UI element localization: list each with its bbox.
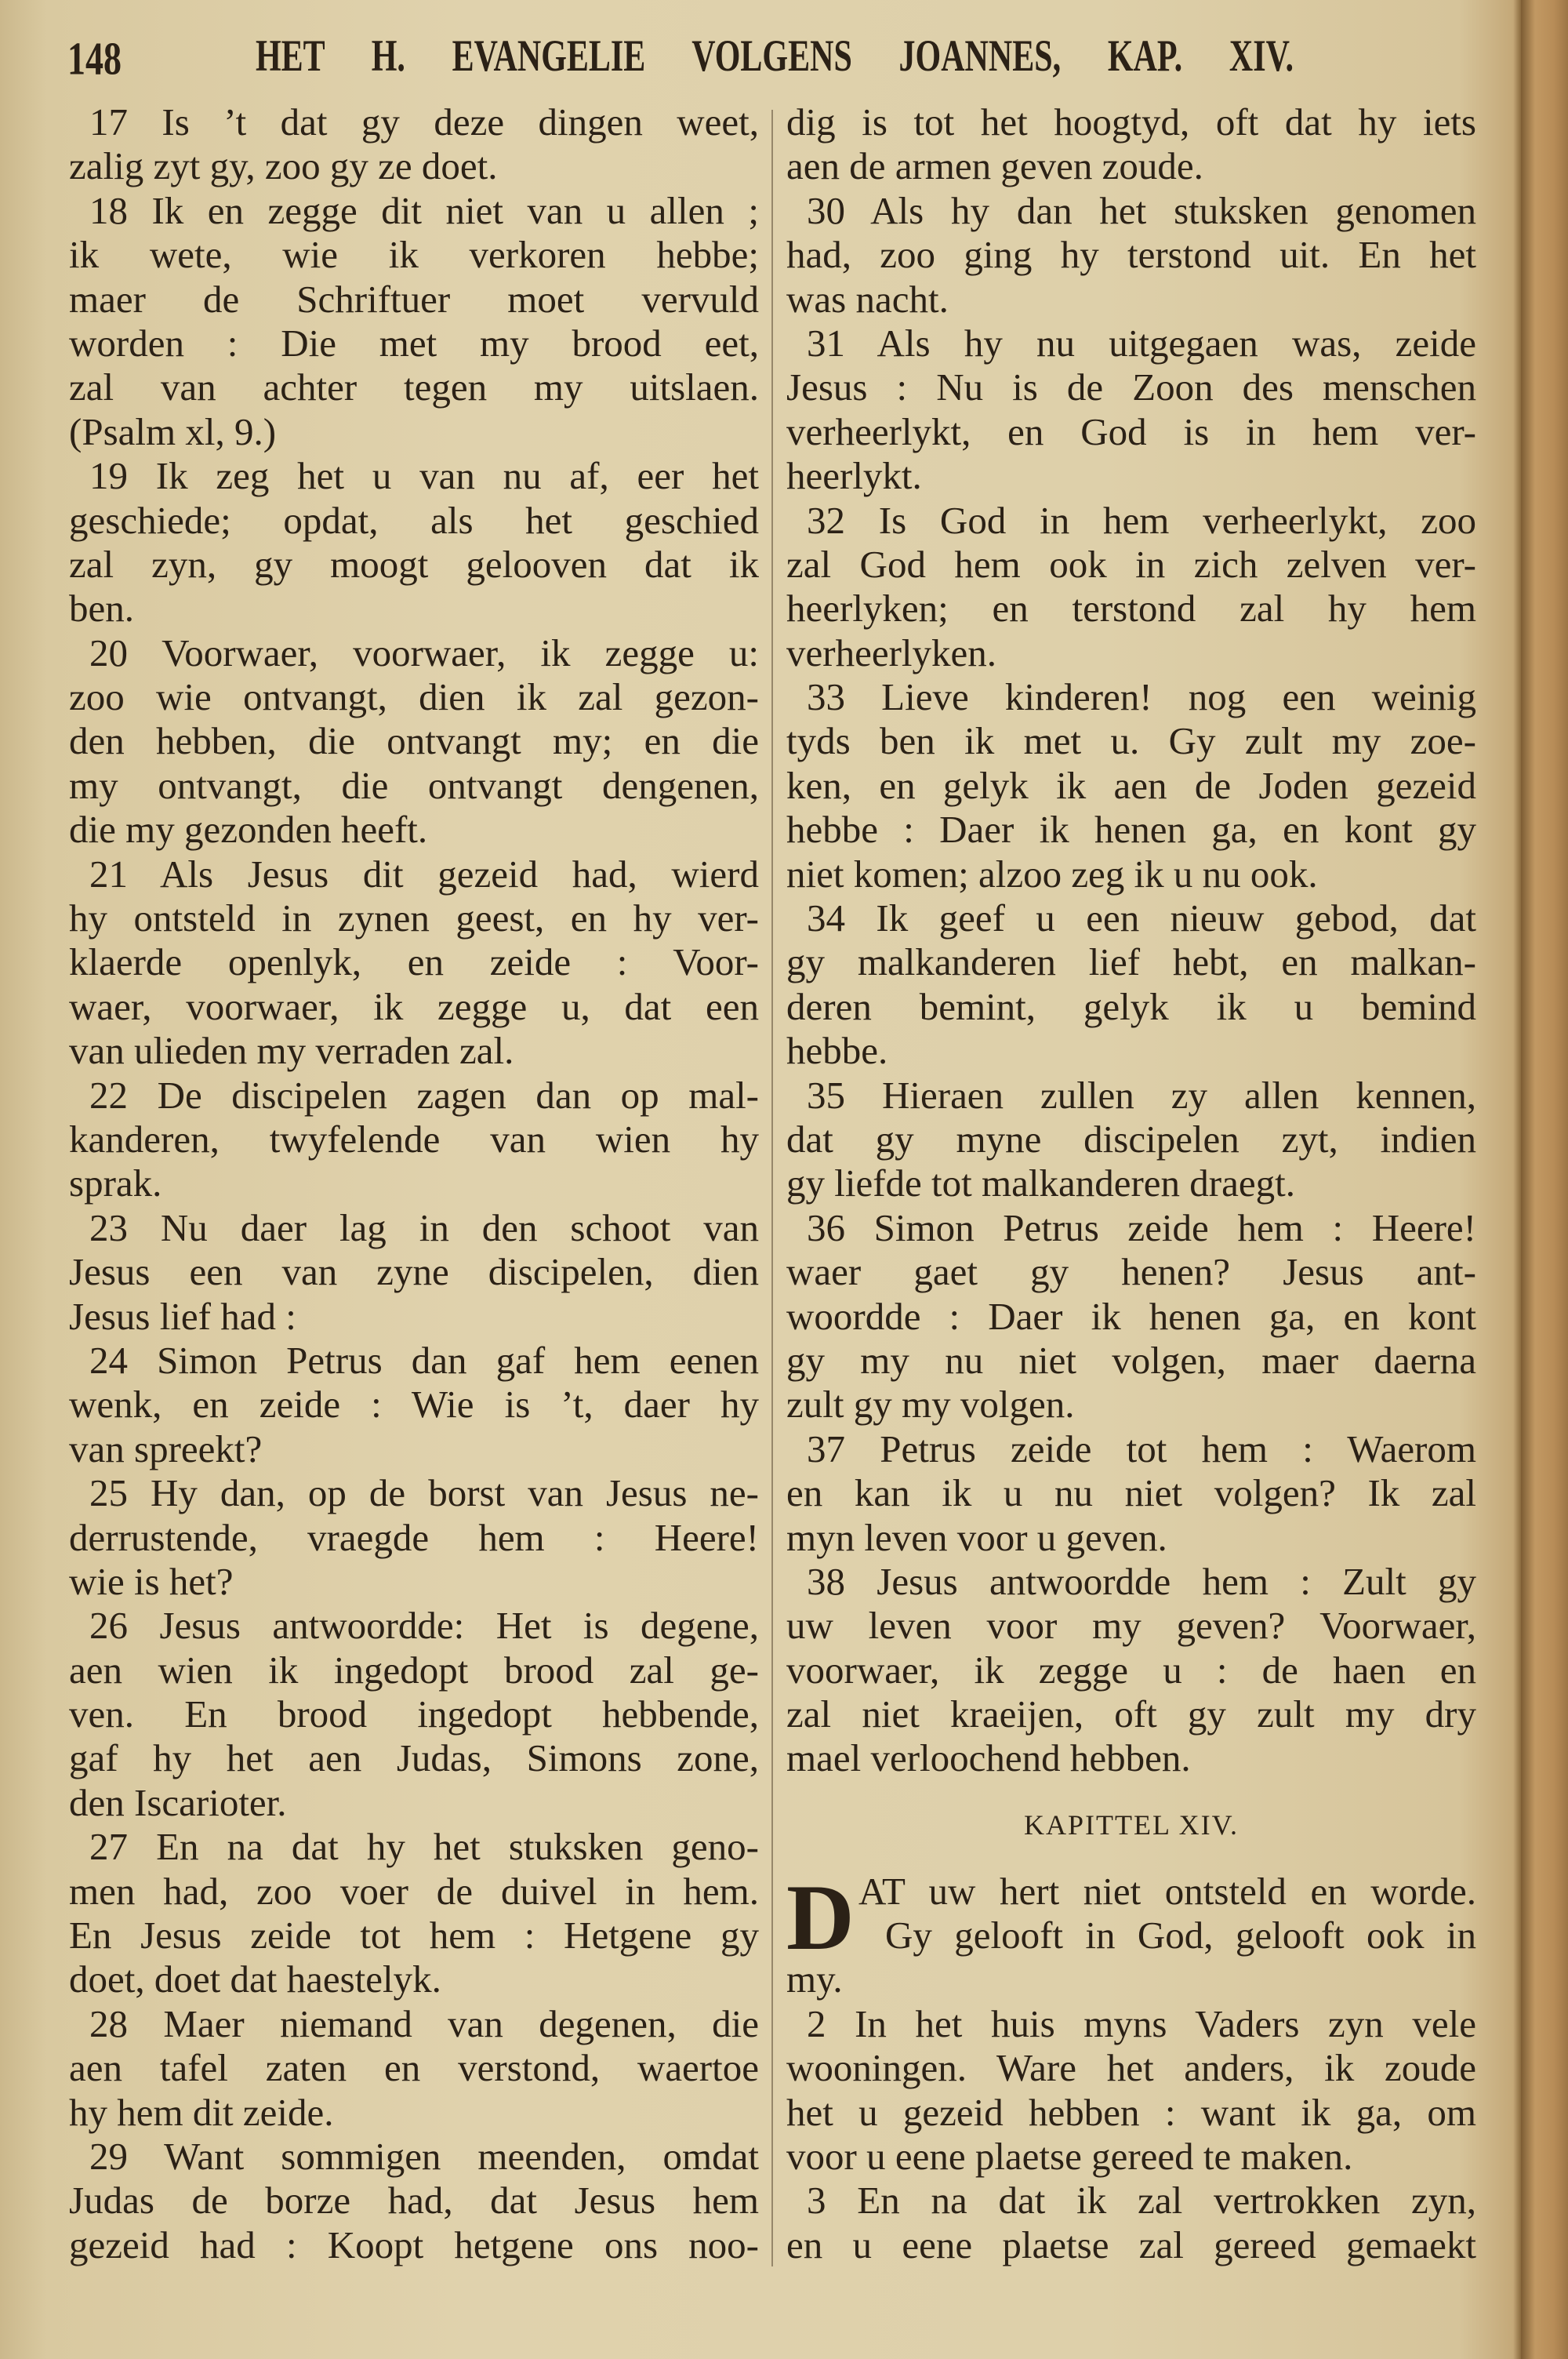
text-line: van spreekt? bbox=[69, 1427, 263, 1470]
text-line: 19 Ik zeg het u van nu af, eer het bbox=[89, 454, 759, 498]
text-line: waer gaet gy henen? Jesus ant- bbox=[786, 1250, 1476, 1294]
text-line: aen wien ik ingedopt brood zal ge- bbox=[69, 1648, 759, 1692]
text-line: den hebben, die ontvangt my; en die bbox=[69, 719, 759, 763]
chapter-opening bbox=[786, 1864, 1476, 2002]
verse-paragraph bbox=[786, 1427, 1476, 1560]
text-line: 38 Jesus antwoordde hem : Zult gy bbox=[807, 1559, 1476, 1603]
right-column bbox=[786, 100, 1476, 2267]
text-line: heerlyken; en terstond zal hy hem bbox=[786, 587, 1476, 631]
text-line: dat gy myne discipelen zyt, indien bbox=[786, 1117, 1476, 1161]
text-line: 28 Maer niemand van degenen, die bbox=[89, 2001, 759, 2045]
text-line: voorwaer, ik zegge u : de haen en bbox=[786, 1648, 1476, 1692]
text-line: 21 Als Jesus dit gezeid had, wierd bbox=[89, 852, 759, 896]
text-line: 34 Ik geef u een nieuw gebod, dat bbox=[807, 896, 1476, 940]
text-line: het u gezeid hebben : want ik ga, om bbox=[786, 2090, 1476, 2134]
text-line: Jesus : Nu is de Zoon des menschen bbox=[786, 365, 1476, 409]
text-line: ben. bbox=[69, 587, 134, 631]
verse-paragraph bbox=[69, 2135, 759, 2267]
text-line: 3 En na dat ik zal vertrokken zyn, bbox=[807, 2179, 1476, 2223]
text-line: 35 Hieraen zullen zy allen kennen, bbox=[807, 1073, 1476, 1117]
running-title: HET H. EVANGELIE VOLGENS JOANNES, KAP. XIV. bbox=[256, 32, 1294, 82]
text-line: 18 Ik en zegge dit niet van u allen ; bbox=[89, 188, 759, 232]
text-line: aen de armen geven zoude. bbox=[786, 144, 1203, 188]
text-line: gy my nu niet volgen, maer daerna bbox=[786, 1338, 1476, 1382]
text-line: geschiede; opdat, als het geschied bbox=[69, 498, 759, 542]
text-line: zal zyn, gy moogt gelooven dat ik bbox=[69, 542, 759, 586]
page-header bbox=[67, 31, 1306, 86]
verse-paragraph bbox=[786, 2179, 1476, 2267]
verse-paragraph bbox=[786, 675, 1476, 896]
text-line: 26 Jesus antwoordde: Het is degene, bbox=[89, 1604, 759, 1648]
text-line: 32 Is God in hem verheerlykt, zoo bbox=[807, 498, 1476, 542]
left-column bbox=[69, 100, 759, 2267]
text-line: 27 En na dat hy het stuksken geno- bbox=[89, 1825, 759, 1869]
text-line: ven. En brood ingedopt hebbende, bbox=[69, 1692, 759, 1736]
verse-paragraph bbox=[69, 189, 759, 454]
text-line: den Iscarioter. bbox=[69, 1780, 287, 1824]
column-divider bbox=[771, 110, 773, 2266]
text-line: ik wete, wie ik verkoren hebbe; bbox=[69, 233, 759, 277]
text-line: Jesus lief had : bbox=[69, 1294, 296, 1338]
verse-paragraph bbox=[69, 1339, 759, 1471]
text-line: en kan ik u nu niet volgen? Ik zal bbox=[786, 1471, 1476, 1515]
text-line: ken, en gelyk ik aen de Joden gezeid bbox=[786, 763, 1476, 807]
text-line: zal niet kraeijen, oft gy zult my dry bbox=[786, 1692, 1476, 1736]
text-line: sprak. bbox=[69, 1161, 162, 1205]
text-line: Judas de borze had, dat Jesus hem bbox=[69, 2179, 759, 2223]
text-line: deren bemint, gelyk ik u bemind bbox=[786, 984, 1476, 1028]
verse-paragraph bbox=[786, 1206, 1476, 1427]
chapter-heading: KAPITTEL XIV. bbox=[1024, 1808, 1239, 1841]
verse-paragraph bbox=[69, 454, 759, 631]
verse-paragraph bbox=[69, 631, 759, 852]
verse-paragraph bbox=[69, 1471, 759, 1604]
text-line: was nacht. bbox=[786, 277, 949, 321]
text-line: hebbe. bbox=[786, 1029, 888, 1073]
text-line: my ontvangt, die ontvangt dengenen, bbox=[69, 763, 759, 807]
text-line: niet komen; alzoo zeg ik u nu ook. bbox=[786, 852, 1318, 896]
text-line: kanderen, twyfelende van wien hy bbox=[69, 1117, 759, 1161]
text-line: 33 Lieve kinderen! nog een weinig bbox=[807, 675, 1476, 719]
text-line: 2 In het huis myns Vaders zyn vele bbox=[807, 2001, 1476, 2045]
text-line: 24 Simon Petrus dan gaf hem eenen bbox=[89, 1338, 759, 1382]
verse-paragraph bbox=[69, 1206, 759, 1339]
text-line: waer, voorwaer, ik zegge u, dat een bbox=[69, 984, 759, 1028]
text-line: 36 Simon Petrus zeide hem : Heere! bbox=[807, 1205, 1476, 1249]
text-line: die my gezonden heeft. bbox=[69, 808, 428, 852]
text-line: 22 De discipelen zagen dan op mal- bbox=[89, 1073, 759, 1117]
text-line: uw leven voor my geven? Voorwaer, bbox=[786, 1604, 1476, 1648]
verse-paragraph bbox=[786, 2002, 1476, 2179]
text-line: zult gy my volgen. bbox=[786, 1383, 1075, 1427]
text-line: worden : Die met my brood eet, bbox=[69, 321, 759, 365]
text-line: 17 Is ’t dat gy deze dingen weet, bbox=[89, 100, 759, 144]
text-line: gaf hy het aen Judas, Simons zone, bbox=[69, 1736, 759, 1780]
verse-paragraph bbox=[786, 1560, 1476, 1781]
text-line: voor u eene plaetse gereed te maken. bbox=[786, 2134, 1353, 2178]
verse-paragraph bbox=[69, 1825, 759, 2002]
verse-paragraph bbox=[786, 896, 1476, 1074]
text-line: zal God hem ook in zich zelven ver- bbox=[786, 542, 1476, 586]
text-line: myn leven voor u geven. bbox=[786, 1515, 1167, 1559]
text-line: 30 Als hy dan het stuksken genomen bbox=[807, 188, 1476, 232]
text-line: derrustende, vraegde hem : Heere! bbox=[69, 1515, 759, 1559]
text-line: 37 Petrus zeide tot hem : Waerom bbox=[807, 1427, 1476, 1470]
verse-paragraph bbox=[786, 499, 1476, 676]
text-line: en u eene plaetse zal gereed gemaekt bbox=[786, 2223, 1476, 2266]
text-line: zalig zyt gy, zoo gy ze doet. bbox=[69, 144, 498, 188]
text-line: verheerlykt, en God is in hem ver- bbox=[786, 409, 1476, 453]
verse-paragraph bbox=[69, 2002, 759, 2135]
text-line: had, zoo ging hy terstond uit. En het bbox=[786, 233, 1476, 277]
verse-paragraph bbox=[69, 852, 759, 1074]
text-line: 23 Nu daer lag in den schoot van bbox=[89, 1205, 759, 1249]
verse-paragraph bbox=[69, 1604, 759, 1825]
verse-paragraph bbox=[786, 322, 1476, 499]
page-number: 148 bbox=[67, 32, 122, 85]
text-line: wenk, en zeide : Wie is ’t, daer hy bbox=[69, 1383, 759, 1427]
text-line: klaerde openlyk, en zeide : Voor- bbox=[69, 940, 759, 984]
text-line: men had, zoo voer de duivel in hem. bbox=[69, 1869, 759, 1913]
verse-paragraph bbox=[69, 1074, 759, 1206]
text-line: 20 Voorwaer, voorwaer, ik zegge u: bbox=[89, 631, 759, 674]
text-line: gy malkanderen lief hebt, en malkan- bbox=[786, 940, 1476, 984]
text-line: tyds ben ik met u. Gy zult my zoe- bbox=[786, 719, 1476, 763]
verse-paragraph bbox=[69, 100, 759, 189]
text-line: heerlykt. bbox=[786, 454, 922, 498]
text-line: mael verloochend hebben. bbox=[786, 1736, 1191, 1780]
text-line: van ulieden my verraden zal. bbox=[69, 1029, 514, 1073]
text-line: Gy gelooft in God, gelooft ook in bbox=[885, 1914, 1476, 1957]
text-line: En Jesus zeide tot hem : Hetgene gy bbox=[69, 1914, 759, 1957]
text-line: hy hem dit zeide. bbox=[69, 2090, 334, 2134]
text-line: my. bbox=[786, 1957, 843, 2001]
text-line: verheerlyken. bbox=[786, 631, 996, 674]
verse-paragraph bbox=[786, 189, 1476, 322]
text-line: wie is het? bbox=[69, 1559, 234, 1603]
text-line: gy liefde tot malkanderen draegt. bbox=[786, 1161, 1295, 1205]
text-line: gezeid had : Koopt hetgene ons noo- bbox=[69, 2223, 759, 2266]
text-line: maer de Schriftuer moet vervuld bbox=[69, 277, 759, 321]
text-line: hy ontsteld in zynen geest, en hy ver- bbox=[69, 896, 759, 940]
text-line: woordde : Daer ik henen ga, en kont bbox=[786, 1294, 1476, 1338]
text-line: 29 Want sommigen meenden, omdat bbox=[89, 2134, 759, 2178]
drop-cap: D bbox=[786, 1864, 855, 1969]
text-line: wooningen. Ware het anders, ik zoude bbox=[786, 2046, 1476, 2090]
text-line: hebbe : Daer ik henen ga, en kont gy bbox=[786, 808, 1476, 852]
text-line: Jesus een van zyne discipelen, dien bbox=[69, 1250, 759, 1294]
text-line: (Psalm xl, 9.) bbox=[69, 409, 277, 453]
text-line: 25 Hy dan, op de borst van Jesus ne- bbox=[89, 1471, 759, 1515]
text-line: AT uw hert niet ontsteld en worde. bbox=[858, 1869, 1476, 1913]
text-line: doet, doet dat haestelyk. bbox=[69, 1957, 441, 2001]
text-line: dig is tot het hoogtyd, oft dat hy iets bbox=[786, 100, 1476, 144]
text-line: zal van achter tegen my uitslaen. bbox=[69, 365, 759, 409]
verse-paragraph bbox=[786, 100, 1476, 189]
text-line: zoo wie ontvangt, dien ik zal gezon- bbox=[69, 675, 759, 719]
verse-paragraph bbox=[786, 1074, 1476, 1206]
facing-page-edge bbox=[1521, 0, 1568, 2359]
text-line: aen tafel zaten en verstond, waertoe bbox=[69, 2046, 759, 2090]
text-line: 31 Als hy nu uitgegaen was, zeide bbox=[807, 321, 1476, 365]
